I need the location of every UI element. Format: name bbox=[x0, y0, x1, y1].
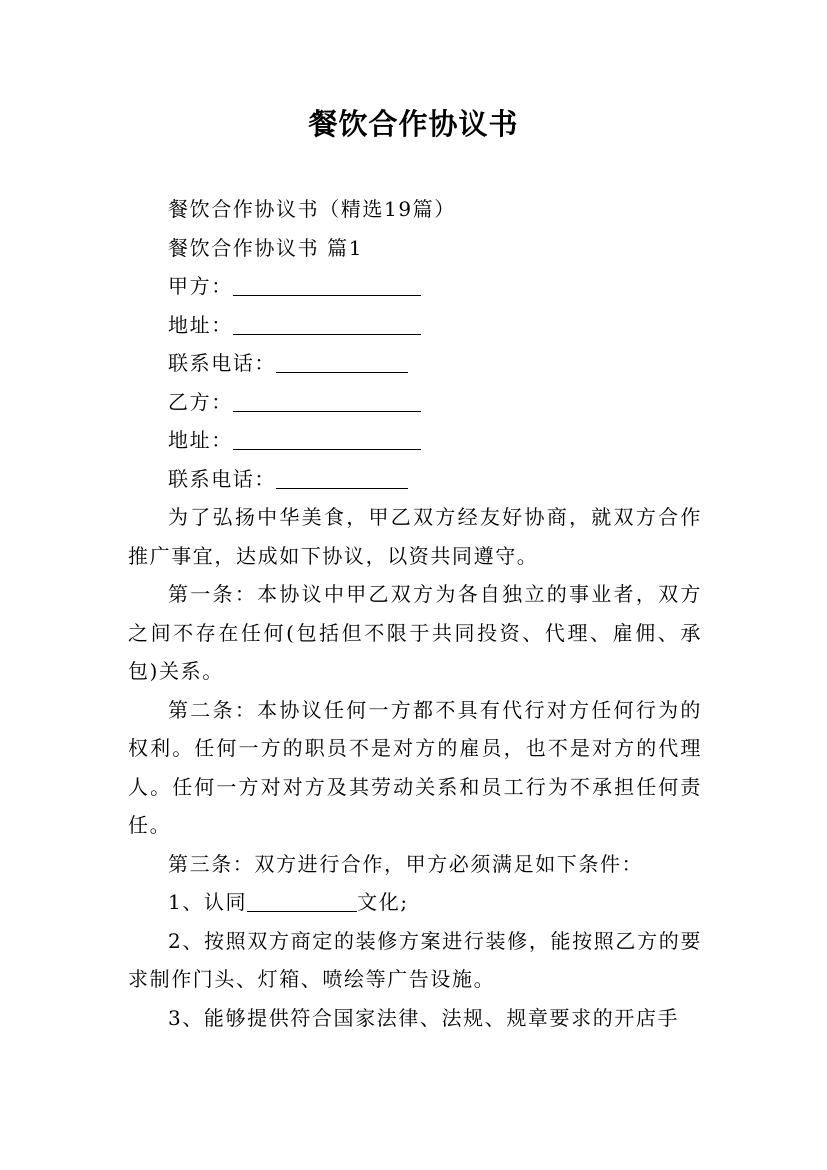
item-1-blank bbox=[247, 889, 357, 912]
list-item-3: 3、能够提供符合国家法律、法规、规章要求的开店手 bbox=[168, 1005, 680, 1030]
party-b-address-label: 地址： bbox=[168, 428, 233, 452]
intro-paragraph: 为了弘扬中华美食，甲乙双方经友好协商，就双方合作推广事宜，达成如下协议，以资共同遵守。 bbox=[128, 505, 702, 568]
document-title: 餐饮合作协议书 bbox=[308, 107, 519, 141]
party-a-phone-label: 联系电话： bbox=[168, 351, 276, 375]
party-a-address-line bbox=[128, 306, 702, 345]
party-a-phone-line bbox=[128, 344, 702, 383]
party-b-address-line bbox=[128, 421, 702, 460]
party-a-phone-blank bbox=[276, 350, 408, 373]
party-b-line bbox=[128, 383, 702, 422]
document-body bbox=[128, 190, 702, 1037]
party-a-blank bbox=[233, 273, 421, 296]
list-item-1 bbox=[128, 883, 702, 922]
article-2: 第二条：本协议任何一方都不具有代行对方任何行为的权利。任何一方的职员不是对方的雇员，也不是对方的代理人。任何一方对对方及其劳动关系和员工行为不承担任何责任。 bbox=[128, 697, 702, 837]
article-1: 第一条：本协议中甲乙双方为各自独立的事业者，双方之间不存在任何(包括但不限于共同投资、代理、雇佣、承包)关系。 bbox=[128, 582, 702, 683]
party-b-blank bbox=[233, 389, 421, 412]
article-3: 第三条：双方进行合作，甲方必须满足如下条件： bbox=[168, 851, 644, 876]
document-subtitle: 餐饮合作协议书（精选19篇） bbox=[168, 197, 456, 221]
party-b-phone-line bbox=[128, 460, 702, 499]
party-a-line bbox=[128, 267, 702, 306]
item-1-suffix: 文化; bbox=[357, 890, 409, 914]
party-a-address-label: 地址： bbox=[168, 312, 233, 337]
item-1-prefix: 1、认同 bbox=[168, 890, 248, 914]
party-b-address-blank bbox=[233, 427, 421, 450]
section-heading: 餐饮合作协议书 篇1 bbox=[168, 235, 364, 260]
party-b-label: 乙方： bbox=[168, 389, 233, 414]
party-a-address-blank bbox=[233, 312, 421, 335]
party-b-phone-blank bbox=[276, 466, 408, 489]
party-b-phone-label: 联系电话： bbox=[168, 466, 276, 491]
party-a-label: 甲方： bbox=[168, 274, 233, 298]
list-item-2: 2、按照双方商定的装修方案进行装修，能按照乙方的要求制作门头、灯箱、喷绘等广告设施。 bbox=[128, 928, 702, 991]
